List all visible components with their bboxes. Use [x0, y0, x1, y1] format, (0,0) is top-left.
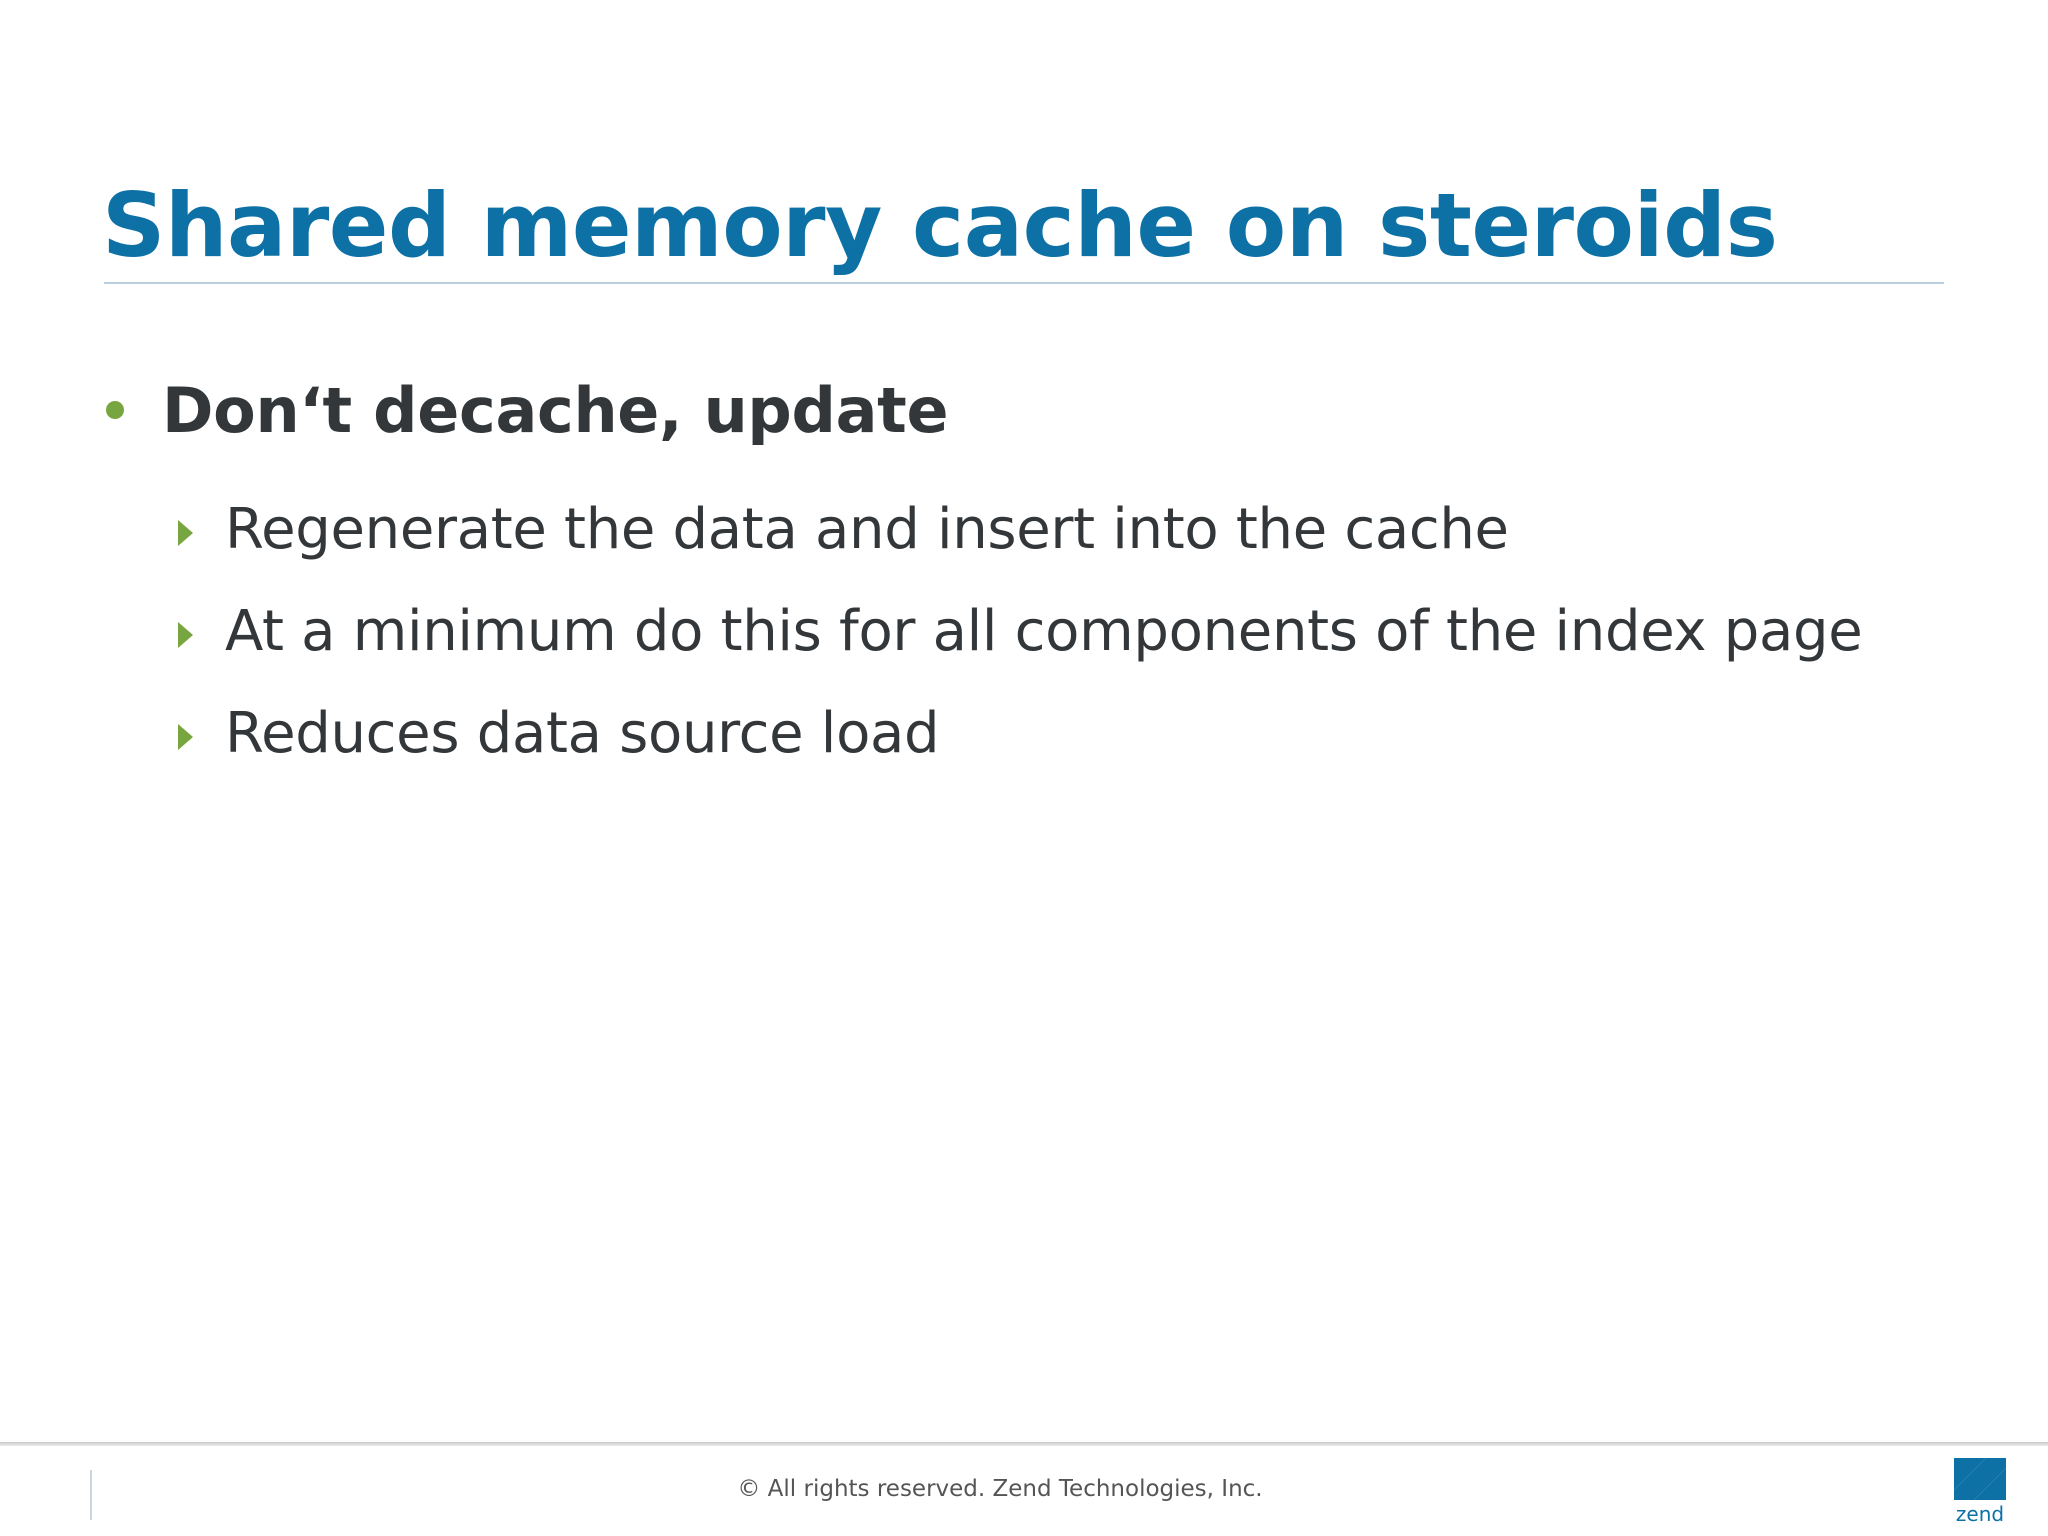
sub-bullet-text: Regenerate the data and insert into the cache — [225, 496, 1509, 562]
triangle-arrow-icon — [178, 724, 193, 750]
sub-bullet — [178, 478, 1862, 580]
green-dot-icon — [106, 401, 124, 419]
triangle-arrow-icon — [178, 622, 193, 648]
slide-title: Shared memory cache on steroids — [102, 174, 1778, 277]
sub-bullet-text: At a minimum do this for all components of the index page — [225, 598, 1863, 664]
title-divider — [104, 282, 1944, 284]
sub-bullet-list — [178, 478, 1862, 784]
sub-bullet-text: Reduces data source load — [225, 700, 940, 766]
footer-divider — [0, 1442, 2048, 1446]
sub-bullet — [178, 682, 1862, 784]
logo-wordmark: zend — [1955, 1502, 2005, 1526]
main-bullet — [106, 370, 948, 450]
copyright-text: © All rights reserved. Zend Technologies, Inc. — [737, 1476, 1263, 1502]
triangle-arrow-icon — [178, 520, 193, 546]
main-bullet-text: Don‘t decache, update — [162, 373, 949, 447]
sub-bullet — [178, 580, 1862, 682]
